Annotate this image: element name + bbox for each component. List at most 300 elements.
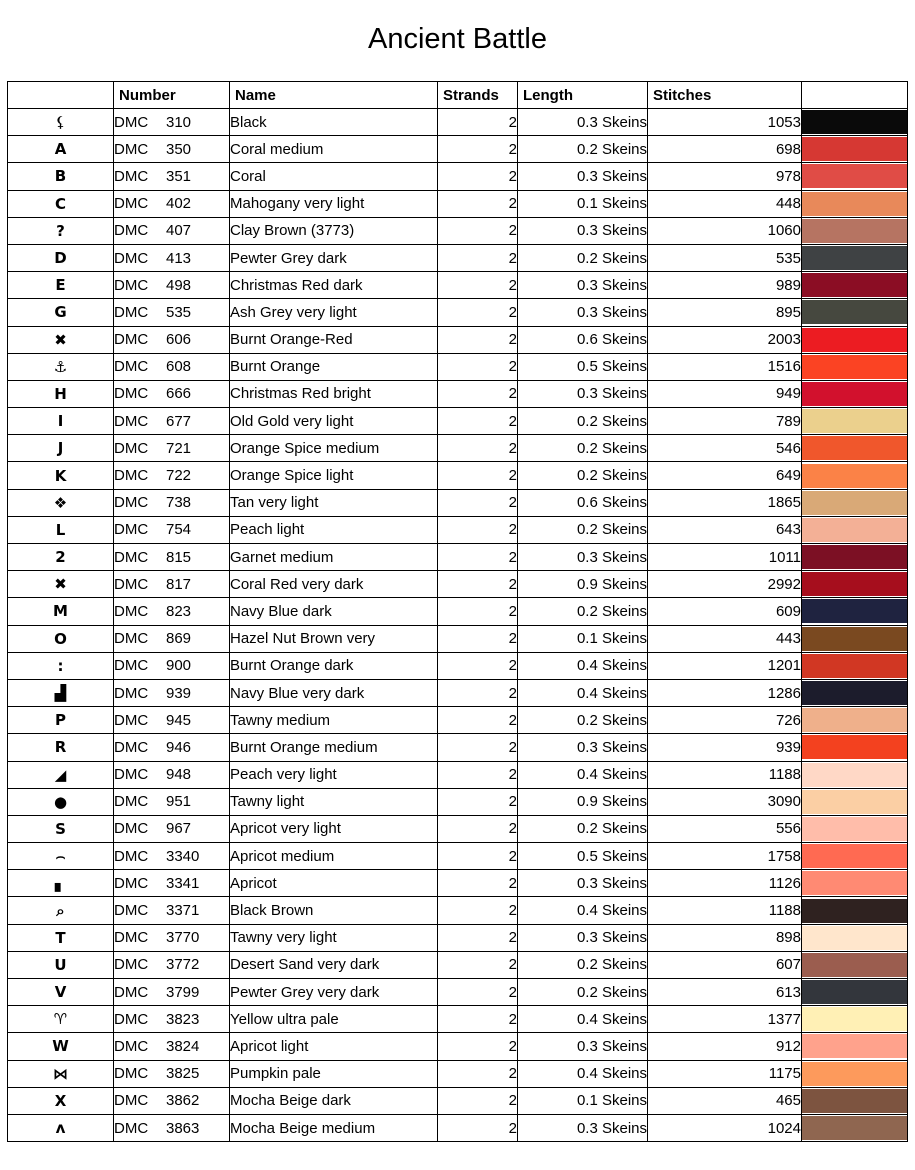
name-cell: Orange Spice light [230, 462, 438, 489]
table-row [8, 979, 908, 1006]
strands-cell: 2 [438, 897, 518, 924]
number-cell [114, 136, 230, 163]
number-cell [114, 870, 230, 897]
name-cell: Navy Blue dark [230, 598, 438, 625]
length-cell: 0.2 Skeins [518, 435, 648, 462]
color-cell [802, 217, 908, 244]
code-label: 606 [166, 331, 192, 349]
color-swatch [802, 545, 907, 569]
name-cell: Ash Grey very light [230, 299, 438, 326]
table-row [8, 163, 908, 190]
code-label: 608 [166, 358, 192, 376]
length-cell: 0.2 Skeins [518, 244, 648, 271]
code-label: 402 [166, 195, 192, 213]
number-cell [114, 190, 230, 217]
code-label: 754 [166, 521, 192, 539]
brand-label: DMC [114, 575, 149, 593]
table-row [8, 571, 908, 598]
color-cell [802, 1033, 908, 1060]
length-cell: 0.3 Skeins [518, 299, 648, 326]
brand-label: DMC [114, 1010, 149, 1028]
symbol-icon: H [8, 380, 114, 407]
strands-cell: 2 [438, 299, 518, 326]
strands-cell: 2 [438, 707, 518, 734]
length-cell: 0.2 Skeins [518, 516, 648, 543]
color-cell [802, 870, 908, 897]
color-cell [802, 788, 908, 815]
length-cell: 0.2 Skeins [518, 462, 648, 489]
brand-label: DMC [114, 1119, 149, 1137]
brand-label: DMC [114, 684, 149, 702]
name-cell: Burnt Orange medium [230, 734, 438, 761]
symbol-icon: ● [8, 788, 114, 815]
symbol-icon: K [8, 462, 114, 489]
number-cell [114, 951, 230, 978]
table-row [8, 380, 908, 407]
name-cell: Navy Blue very dark [230, 679, 438, 706]
strands-cell: 2 [438, 136, 518, 163]
color-swatch [802, 844, 907, 868]
strands-cell: 2 [438, 924, 518, 951]
table-row [8, 679, 908, 706]
number-cell [114, 897, 230, 924]
table-row [8, 951, 908, 978]
code-label: 413 [166, 249, 192, 267]
color-swatch [802, 654, 907, 678]
strands-cell: 2 [438, 761, 518, 788]
stitches-cell: 895 [648, 299, 802, 326]
color-cell [802, 1114, 908, 1141]
code-label: 869 [166, 630, 192, 648]
stitches-cell: 546 [648, 435, 802, 462]
number-cell [114, 408, 230, 435]
name-cell: Desert Sand very dark [230, 951, 438, 978]
stitches-cell: 1377 [648, 1006, 802, 1033]
header-length: Length [518, 82, 648, 109]
brand-label: DMC [114, 1092, 149, 1110]
length-cell: 0.3 Skeins [518, 217, 648, 244]
name-cell: Tan very light [230, 489, 438, 516]
table-row [8, 843, 908, 870]
symbol-icon: T [8, 924, 114, 951]
color-swatch [802, 1007, 907, 1031]
table-row [8, 109, 908, 136]
name-cell: Mocha Beige dark [230, 1087, 438, 1114]
length-cell: 0.2 Skeins [518, 408, 648, 435]
table-row [8, 761, 908, 788]
number-cell [114, 516, 230, 543]
color-cell [802, 408, 908, 435]
table-row [8, 1006, 908, 1033]
color-cell [802, 1060, 908, 1087]
number-cell [114, 979, 230, 1006]
code-label: 407 [166, 222, 192, 240]
color-cell [802, 951, 908, 978]
symbol-icon: O [8, 625, 114, 652]
color-swatch [802, 436, 907, 460]
header-row [8, 82, 908, 109]
header-stitches: Stitches [648, 82, 802, 109]
table-row [8, 897, 908, 924]
header-number: Number [114, 82, 230, 109]
name-cell: Burnt Orange-Red [230, 326, 438, 353]
strands-cell: 2 [438, 380, 518, 407]
symbol-icon: ▟ [8, 679, 114, 706]
table-row [8, 815, 908, 842]
color-swatch [802, 518, 907, 542]
stitches-cell: 1201 [648, 652, 802, 679]
name-cell: Apricot very light [230, 815, 438, 842]
name-cell: Tawny light [230, 788, 438, 815]
length-cell: 0.3 Skeins [518, 1033, 648, 1060]
table-row [8, 924, 908, 951]
strands-cell: 2 [438, 815, 518, 842]
symbol-icon: R [8, 734, 114, 761]
number-cell [114, 299, 230, 326]
table-row [8, 652, 908, 679]
symbol-icon: V [8, 979, 114, 1006]
color-swatch [802, 735, 907, 759]
brand-label: DMC [114, 847, 149, 865]
color-cell [802, 163, 908, 190]
color-cell [802, 625, 908, 652]
name-cell: Apricot [230, 870, 438, 897]
number-cell [114, 707, 230, 734]
color-swatch [802, 300, 907, 324]
code-label: 951 [166, 793, 192, 811]
stitches-cell: 939 [648, 734, 802, 761]
length-cell: 0.5 Skeins [518, 353, 648, 380]
code-label: 310 [166, 113, 192, 131]
symbol-icon: L [8, 516, 114, 543]
number-cell [114, 1006, 230, 1033]
name-cell: Coral medium [230, 136, 438, 163]
code-label: 823 [166, 602, 192, 620]
color-swatch [802, 382, 907, 406]
code-label: 900 [166, 657, 192, 675]
symbol-icon: ▖ [8, 870, 114, 897]
page-title: Ancient Battle [368, 23, 547, 55]
strands-cell: 2 [438, 408, 518, 435]
color-swatch [802, 763, 907, 787]
brand-label: DMC [114, 249, 149, 267]
name-cell: Old Gold very light [230, 408, 438, 435]
color-swatch [802, 817, 907, 841]
color-swatch [802, 871, 907, 895]
color-swatch [802, 328, 907, 352]
symbol-icon: U [8, 951, 114, 978]
number-cell [114, 734, 230, 761]
number-cell [114, 326, 230, 353]
symbol-icon: B [8, 163, 114, 190]
name-cell: Apricot medium [230, 843, 438, 870]
symbol-icon: J [8, 435, 114, 462]
code-label: 350 [166, 140, 192, 158]
name-cell: Black [230, 109, 438, 136]
length-cell: 0.5 Skeins [518, 843, 648, 870]
symbol-icon: P [8, 707, 114, 734]
strands-cell: 2 [438, 843, 518, 870]
brand-label: DMC [114, 113, 149, 131]
color-cell [802, 1087, 908, 1114]
number-cell [114, 652, 230, 679]
table-row [8, 244, 908, 271]
color-cell [802, 679, 908, 706]
number-cell [114, 924, 230, 951]
brand-label: DMC [114, 439, 149, 457]
table-row [8, 326, 908, 353]
stitches-cell: 1188 [648, 761, 802, 788]
code-label: 946 [166, 738, 192, 756]
table-row [8, 870, 908, 897]
length-cell: 0.2 Skeins [518, 951, 648, 978]
table-row [8, 408, 908, 435]
color-swatch [802, 1062, 907, 1086]
name-cell: Christmas Red dark [230, 272, 438, 299]
strands-cell: 2 [438, 598, 518, 625]
stitches-cell: 1126 [648, 870, 802, 897]
color-swatch [802, 246, 907, 270]
number-cell [114, 217, 230, 244]
length-cell: 0.4 Skeins [518, 652, 648, 679]
number-cell [114, 1033, 230, 1060]
code-label: 948 [166, 766, 192, 784]
symbol-icon: M [8, 598, 114, 625]
strands-cell: 2 [438, 489, 518, 516]
table-row [8, 516, 908, 543]
symbol-icon: ✖ [8, 326, 114, 353]
color-cell [802, 843, 908, 870]
brand-label: DMC [114, 1037, 149, 1055]
length-cell: 0.9 Skeins [518, 571, 648, 598]
code-label: 677 [166, 412, 192, 430]
table-row [8, 1087, 908, 1114]
brand-label: DMC [114, 331, 149, 349]
strands-cell: 2 [438, 951, 518, 978]
strands-cell: 2 [438, 1087, 518, 1114]
brand-label: DMC [114, 630, 149, 648]
color-swatch [802, 409, 907, 433]
floss-key-table [7, 81, 908, 1142]
name-cell: Mocha Beige medium [230, 1114, 438, 1141]
brand-label: DMC [114, 738, 149, 756]
strands-cell: 2 [438, 1114, 518, 1141]
name-cell: Pewter Grey very dark [230, 979, 438, 1006]
length-cell: 0.4 Skeins [518, 679, 648, 706]
symbol-icon: G [8, 299, 114, 326]
stitches-cell: 1175 [648, 1060, 802, 1087]
color-swatch [802, 1089, 907, 1113]
length-cell: 0.2 Skeins [518, 136, 648, 163]
strands-cell: 2 [438, 272, 518, 299]
name-cell: Coral [230, 163, 438, 190]
brand-label: DMC [114, 167, 149, 185]
name-cell: Yellow ultra pale [230, 1006, 438, 1033]
brand-label: DMC [114, 929, 149, 947]
name-cell: Mahogany very light [230, 190, 438, 217]
color-cell [802, 190, 908, 217]
brand-label: DMC [114, 711, 149, 729]
number-cell [114, 571, 230, 598]
code-label: 3825 [166, 1065, 200, 1083]
brand-label: DMC [114, 1065, 149, 1083]
name-cell: Pewter Grey dark [230, 244, 438, 271]
strands-cell: 2 [438, 462, 518, 489]
code-label: 815 [166, 548, 192, 566]
symbol-icon: ♈ [8, 1006, 114, 1033]
code-label: 967 [166, 820, 192, 838]
stitches-cell: 1516 [648, 353, 802, 380]
table-row [8, 1033, 908, 1060]
color-cell [802, 516, 908, 543]
code-label: 3341 [166, 874, 200, 892]
color-cell [802, 462, 908, 489]
stitches-cell: 465 [648, 1087, 802, 1114]
length-cell: 0.1 Skeins [518, 625, 648, 652]
name-cell: Peach very light [230, 761, 438, 788]
color-cell [802, 1006, 908, 1033]
code-label: 535 [166, 303, 192, 321]
brand-label: DMC [114, 602, 149, 620]
code-label: 3371 [166, 902, 200, 920]
code-label: 817 [166, 575, 192, 593]
color-cell [802, 652, 908, 679]
color-cell [802, 272, 908, 299]
stitches-cell: 2992 [648, 571, 802, 598]
table-row [8, 544, 908, 571]
name-cell: Tawny very light [230, 924, 438, 951]
length-cell: 0.3 Skeins [518, 924, 648, 951]
number-cell [114, 1060, 230, 1087]
strands-cell: 2 [438, 734, 518, 761]
brand-label: DMC [114, 412, 149, 430]
brand-label: DMC [114, 494, 149, 512]
name-cell: Apricot light [230, 1033, 438, 1060]
stitches-cell: 643 [648, 516, 802, 543]
name-cell: Garnet medium [230, 544, 438, 571]
stitches-cell: 448 [648, 190, 802, 217]
color-cell [802, 489, 908, 516]
color-swatch [802, 1116, 907, 1140]
stitches-cell: 726 [648, 707, 802, 734]
stitches-cell: 1024 [648, 1114, 802, 1141]
number-cell [114, 1087, 230, 1114]
symbol-icon: ✖ [8, 571, 114, 598]
color-cell [802, 435, 908, 462]
stitches-cell: 609 [648, 598, 802, 625]
stitches-cell: 978 [648, 163, 802, 190]
strands-cell: 2 [438, 1006, 518, 1033]
color-cell [802, 326, 908, 353]
table-row [8, 353, 908, 380]
stitches-cell: 949 [648, 380, 802, 407]
symbol-icon: ʌ [8, 1114, 114, 1141]
color-cell [802, 761, 908, 788]
symbol-icon: C [8, 190, 114, 217]
table-row [8, 489, 908, 516]
color-swatch [802, 708, 907, 732]
color-cell [802, 979, 908, 1006]
color-swatch [802, 1034, 907, 1058]
color-swatch [802, 273, 907, 297]
symbol-icon: X [8, 1087, 114, 1114]
symbol-icon: ⌕ [8, 897, 114, 924]
length-cell: 0.2 Skeins [518, 979, 648, 1006]
symbol-icon: ⚸ [8, 109, 114, 136]
length-cell: 0.3 Skeins [518, 272, 648, 299]
number-cell [114, 598, 230, 625]
symbol-icon: W [8, 1033, 114, 1060]
color-swatch [802, 627, 907, 651]
code-label: 351 [166, 167, 192, 185]
color-cell [802, 136, 908, 163]
brand-label: DMC [114, 276, 149, 294]
length-cell: 0.3 Skeins [518, 870, 648, 897]
name-cell: Orange Spice medium [230, 435, 438, 462]
stitches-cell: 1053 [648, 109, 802, 136]
length-cell: 0.6 Skeins [518, 489, 648, 516]
color-swatch [802, 464, 907, 488]
number-cell [114, 625, 230, 652]
color-swatch [802, 491, 907, 515]
number-cell [114, 761, 230, 788]
brand-label: DMC [114, 766, 149, 784]
strands-cell: 2 [438, 788, 518, 815]
length-cell: 0.3 Skeins [518, 380, 648, 407]
color-swatch [802, 572, 907, 596]
header-name: Name [230, 82, 438, 109]
header-color [802, 82, 908, 109]
name-cell: Tawny medium [230, 707, 438, 734]
stitches-cell: 1188 [648, 897, 802, 924]
code-label: 3770 [166, 929, 200, 947]
color-cell [802, 924, 908, 951]
table-row [8, 707, 908, 734]
code-label: 945 [166, 711, 192, 729]
color-cell [802, 815, 908, 842]
stitches-cell: 1286 [648, 679, 802, 706]
color-cell [802, 897, 908, 924]
number-cell [114, 462, 230, 489]
table-row [8, 217, 908, 244]
number-cell [114, 435, 230, 462]
header-symbol [8, 82, 114, 109]
length-cell: 0.1 Skeins [518, 190, 648, 217]
stitches-cell: 535 [648, 244, 802, 271]
stitches-cell: 698 [648, 136, 802, 163]
table-row [8, 1060, 908, 1087]
number-cell [114, 163, 230, 190]
strands-cell: 2 [438, 625, 518, 652]
code-label: 3340 [166, 847, 200, 865]
table-row [8, 1114, 908, 1141]
symbol-icon: ? [8, 217, 114, 244]
brand-label: DMC [114, 956, 149, 974]
strands-cell: 2 [438, 679, 518, 706]
brand-label: DMC [114, 874, 149, 892]
color-swatch [802, 110, 907, 134]
strands-cell: 2 [438, 353, 518, 380]
length-cell: 0.3 Skeins [518, 109, 648, 136]
stitches-cell: 989 [648, 272, 802, 299]
stitches-cell: 2003 [648, 326, 802, 353]
symbol-icon: 2 [8, 544, 114, 571]
color-cell [802, 353, 908, 380]
color-swatch [802, 926, 907, 950]
name-cell: Burnt Orange dark [230, 652, 438, 679]
length-cell: 0.4 Skeins [518, 897, 648, 924]
strands-cell: 2 [438, 326, 518, 353]
